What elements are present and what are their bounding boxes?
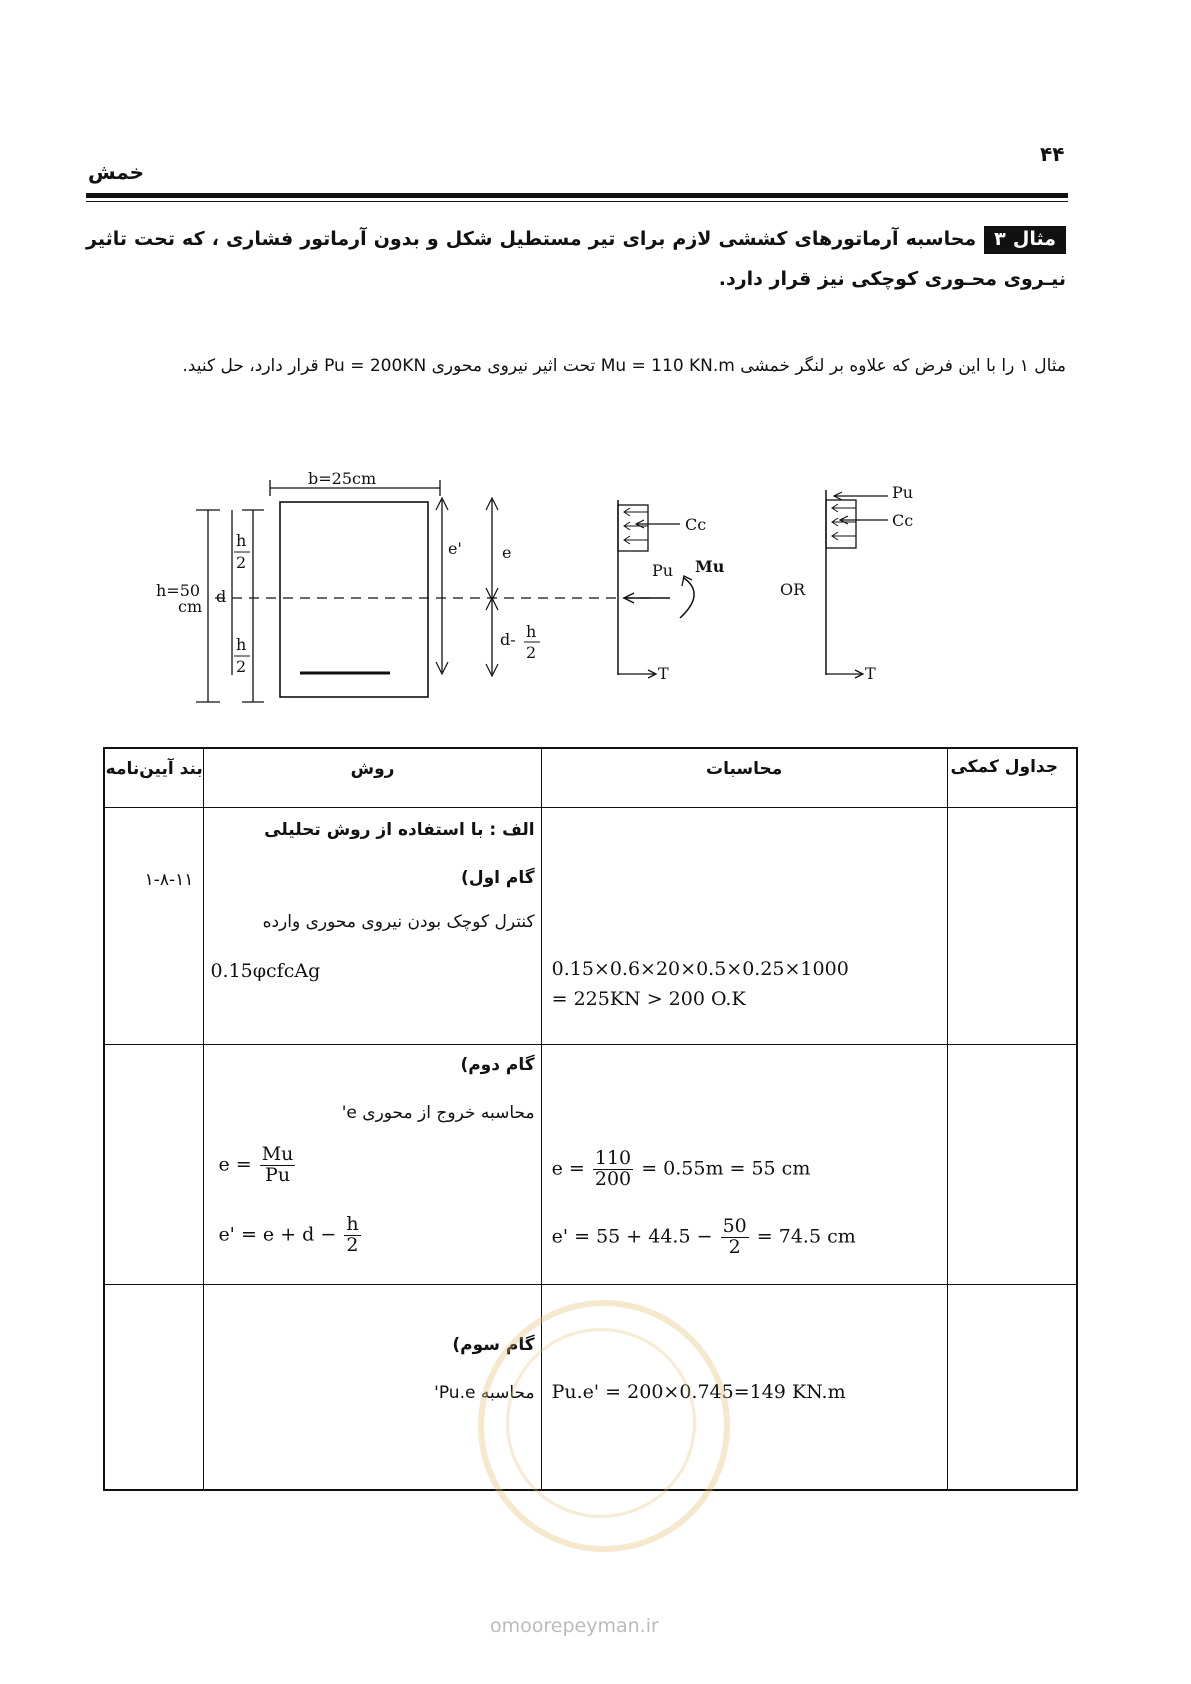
calc-ep-fraction: [721, 1217, 749, 1258]
or-label: OR: [780, 580, 806, 599]
calculation-cell-1: [541, 808, 947, 1045]
height-label-unit: cm: [178, 597, 203, 616]
aux-tables-cell: [947, 1285, 1077, 1490]
pu-label: Pu: [652, 561, 674, 580]
calc-pu-e: Pu.e' = 200×0.745=149 KN.m: [551, 1381, 846, 1403]
half-h-num-top: h: [236, 531, 247, 550]
formula-ep-fraction: [344, 1215, 360, 1256]
beam-section-diagram: [150, 470, 1050, 740]
formula-e-den: Pu: [265, 1163, 291, 1186]
e-label: e: [502, 543, 512, 562]
formula-e: [218, 1145, 297, 1186]
formula-e-fraction: [260, 1145, 296, 1186]
aux-tables-cell: [947, 1045, 1077, 1285]
cc-label-2: Cc: [892, 511, 914, 530]
method-cell-1: [204, 808, 541, 1045]
step-3-label: گام سوم): [452, 1335, 535, 1355]
step-1-description: کنترل کوچک بودن نیروی محوری وارده: [262, 912, 535, 932]
section-title: الف : با استفاده از روش تحلیلی: [264, 820, 535, 840]
clause-cell-1: [104, 808, 204, 1045]
compression-block-2: [826, 500, 856, 548]
calc-ep-rhs: = 74.5 cm: [756, 1225, 856, 1248]
half-h-num-bottom: h: [236, 635, 247, 654]
cc-label-1: Cc: [685, 515, 707, 534]
example-badge: مثال ۳: [984, 226, 1066, 254]
calc-ep-den: 2: [728, 1235, 741, 1258]
clause-cell-3: [104, 1285, 204, 1490]
t-label-1: T: [658, 664, 669, 683]
example-title: [86, 219, 1066, 299]
half-h-den-top: 2: [236, 553, 247, 572]
formula-ep-num: h: [346, 1213, 359, 1235]
step-1-label: گام اول): [461, 868, 535, 888]
clause-cell-2: [104, 1045, 204, 1285]
formula-e-prime: [218, 1215, 362, 1256]
header-rule: [86, 193, 1068, 198]
width-label: b=25cm: [308, 470, 377, 488]
d-minus-label: d-: [500, 630, 516, 649]
table-row: [104, 808, 1077, 1045]
d-label: d: [216, 587, 227, 606]
problem-statement: مثال ۱ را با این فرض که علاوه بر لنگر خمشی Mu = 110 KN.m تحت اثیر نیروی محوری Pu = 200KN قرار دارد، حل کنید.: [182, 356, 1066, 376]
table-header-row: [104, 748, 1077, 808]
header-calculations: محاسبات: [541, 748, 947, 808]
calc-e: [552, 1149, 811, 1190]
calculation-cell-2: [541, 1045, 947, 1285]
height-label: h=50: [156, 581, 201, 600]
calc-e-den: 200: [594, 1167, 632, 1190]
pu-label-2: Pu: [892, 483, 914, 502]
calc-e-fraction: [593, 1149, 633, 1190]
calc-line-1: 0.15×0.6×20×0.5×0.25×1000: [551, 958, 849, 980]
d-minus-h-den: 2: [526, 643, 537, 662]
half-h-den-bottom: 2: [236, 657, 247, 676]
calc-ep-lhs: e' = 55 + 44.5 −: [551, 1225, 713, 1248]
formula-e-num: Mu: [261, 1143, 294, 1165]
header-method: روش: [204, 748, 541, 808]
method-cell-2: [204, 1045, 541, 1285]
e-prime-label: e': [448, 539, 462, 558]
watermark-seal-inner: [506, 1328, 696, 1518]
step-3-description: محاسبه Pu.e': [434, 1383, 535, 1403]
example-title-text: محاسبه آرماتورهای کششی لازم برای تیر مستطیل شکل و بدون آرماتور فشاری ، که تحت تاثیر نیـروی محـوری کوچکی نیز قرار دارد.: [86, 228, 1066, 290]
header-rule-thin: [86, 201, 1068, 202]
t-label-2: T: [865, 664, 876, 683]
mu-label: Mu: [695, 557, 725, 576]
formula-e-lhs: e =: [218, 1153, 252, 1176]
calc-e-prime: [552, 1217, 856, 1258]
calc-ep-num: 50: [722, 1215, 747, 1237]
beam-section-rectangle: [280, 502, 428, 697]
formula-ep-lhs: e' = e + d −: [218, 1223, 337, 1246]
step-2-label: گام دوم): [460, 1055, 535, 1075]
formula-ep-den: 2: [346, 1233, 359, 1256]
page-number: ۴۴: [1040, 142, 1065, 166]
calc-e-num: 110: [594, 1147, 632, 1169]
calc-line-2: = 225KN > 200 O.K: [551, 988, 746, 1010]
calc-e-lhs: e =: [551, 1157, 585, 1180]
step-1-formula: 0.15φcfcAg: [210, 960, 321, 982]
watermark-url: omoorepeyman.ir: [490, 1615, 659, 1637]
chapter-title: خمش: [88, 160, 145, 184]
header-aux-tables: جداول کمکی: [947, 748, 1077, 808]
header-code-clause: بند آیین‌نامه: [104, 748, 204, 808]
calc-e-rhs: = 0.55m = 55 cm: [641, 1157, 811, 1180]
step-2-description: محاسبه خروج از محوری e': [341, 1103, 535, 1123]
d-minus-h-num: h: [526, 622, 537, 641]
aux-tables-cell: [947, 808, 1077, 1045]
table-row: [104, 1045, 1077, 1285]
clause-number: ۱-۸-۱۱: [144, 870, 194, 890]
